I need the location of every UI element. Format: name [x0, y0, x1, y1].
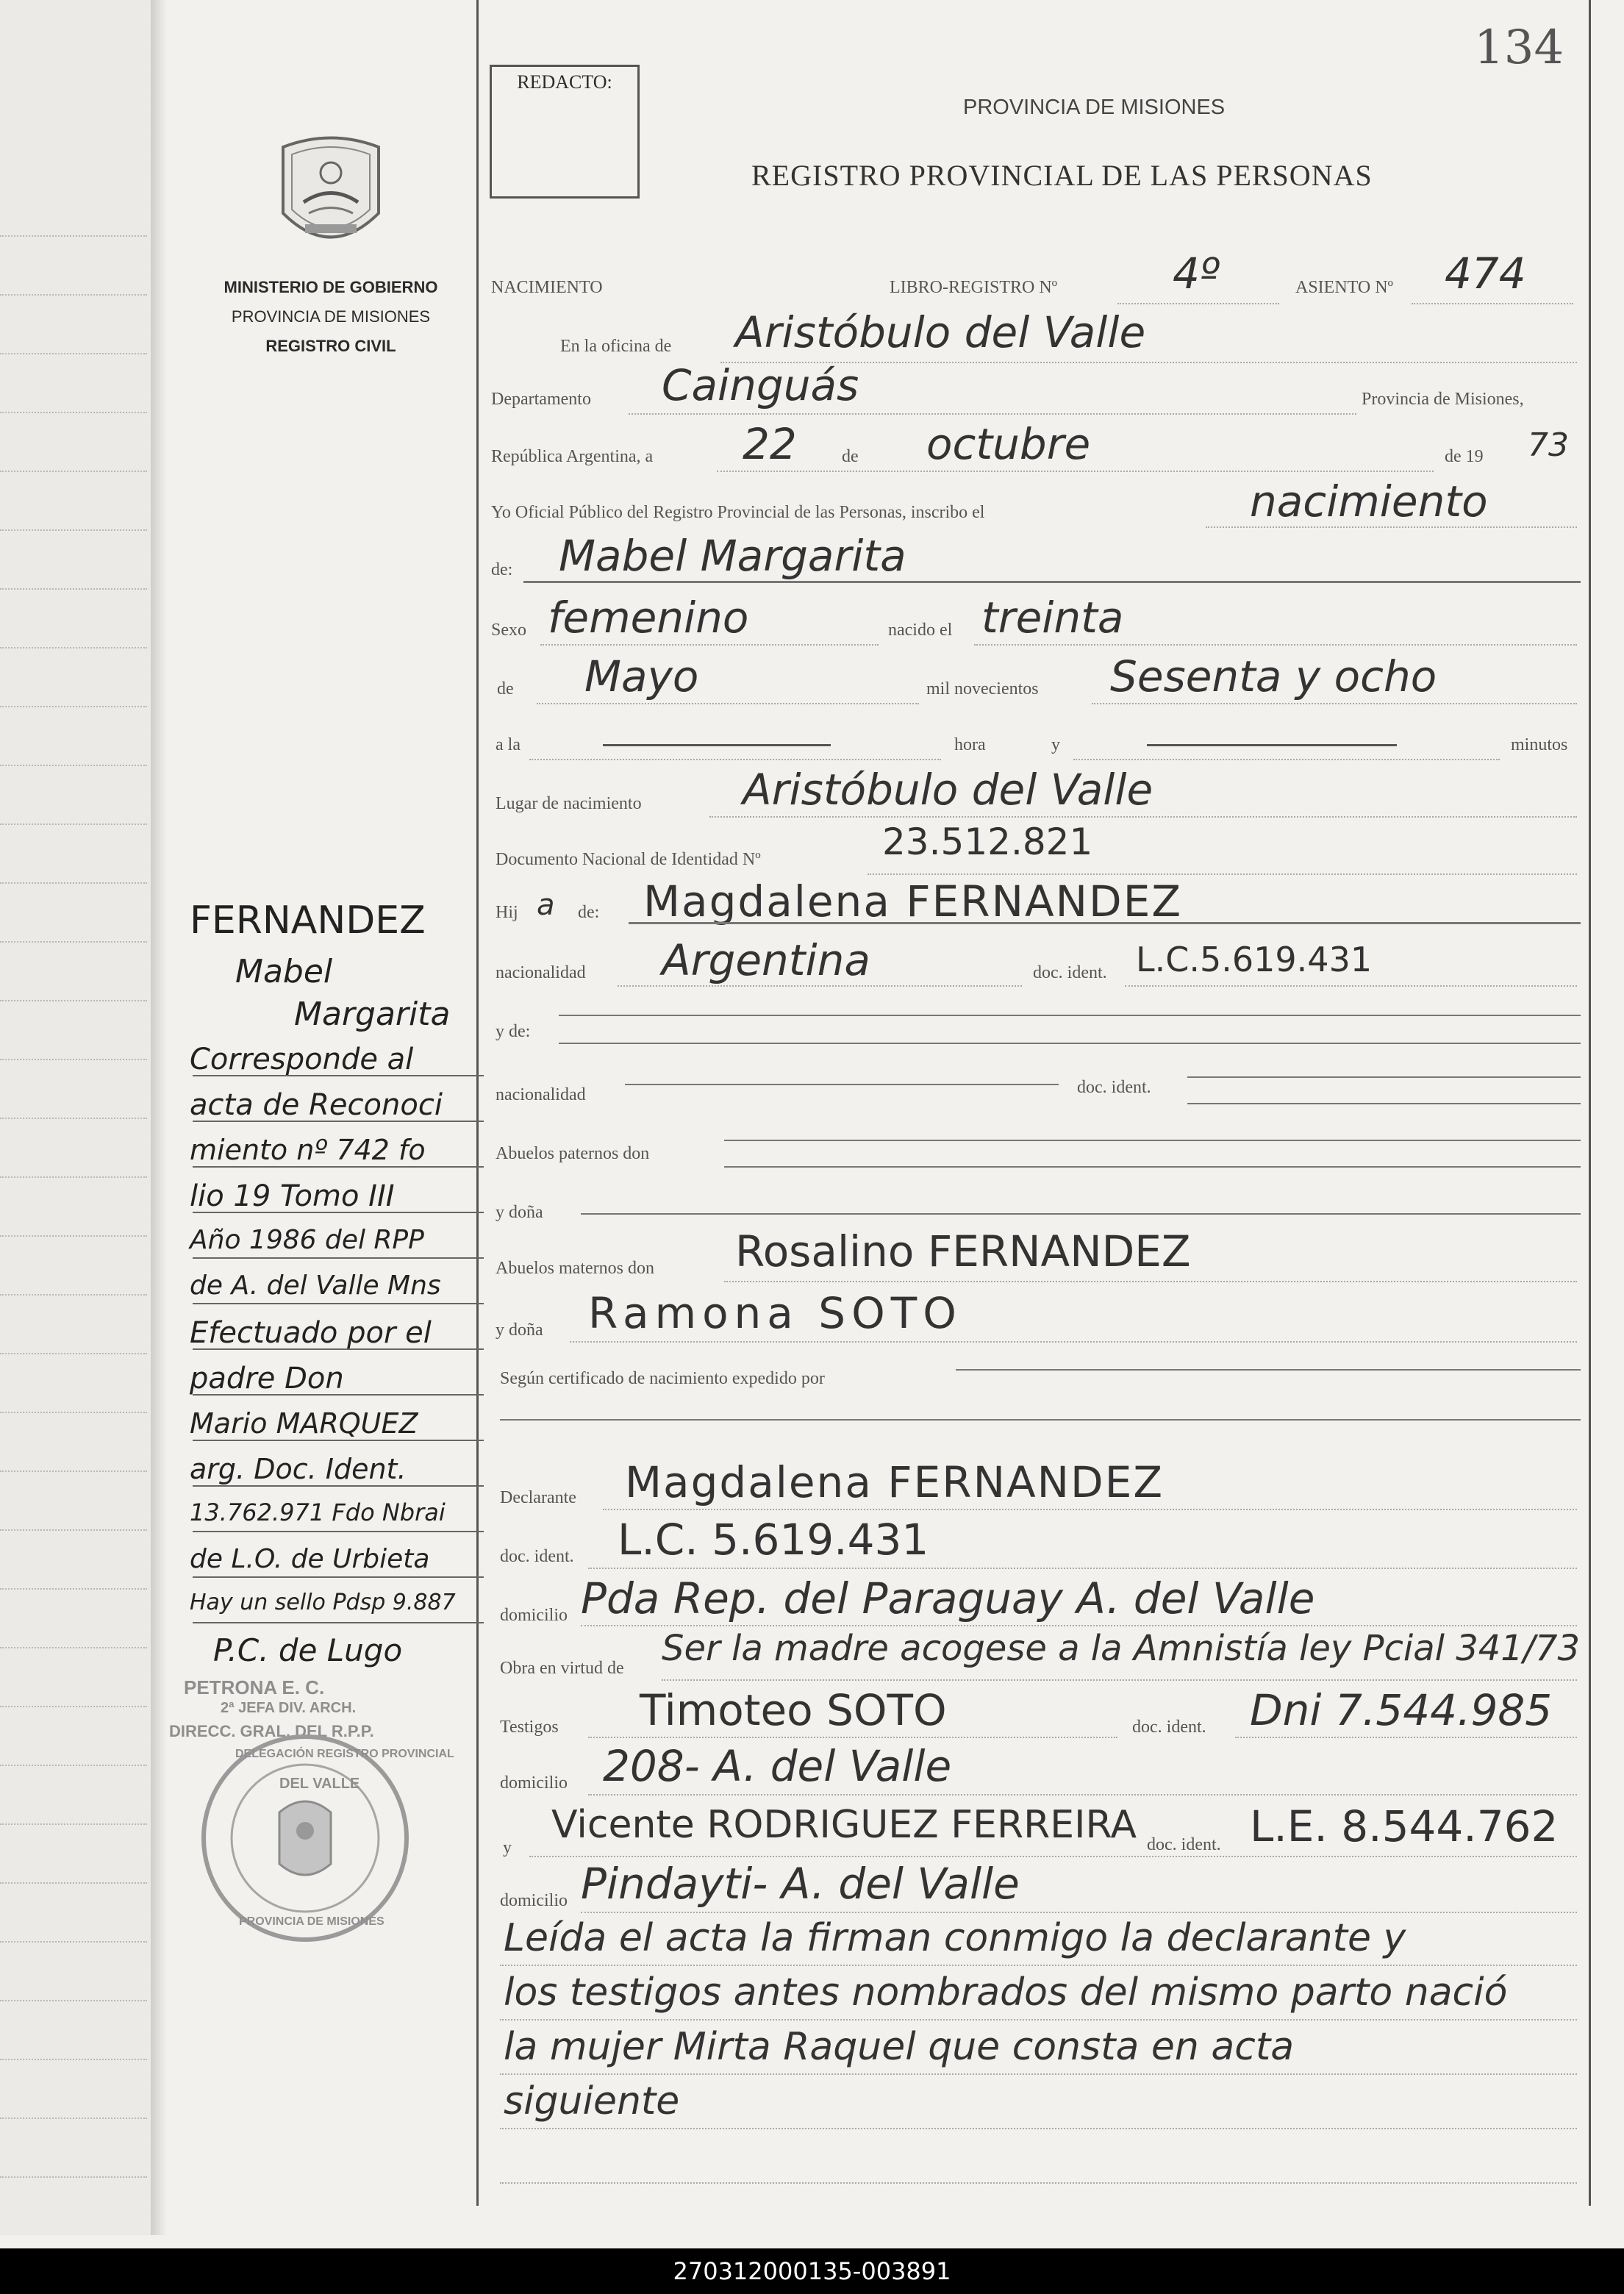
left-facing-page — [0, 0, 152, 2235]
mes-value: octubre — [926, 419, 1091, 469]
annotation-line: padre Don — [190, 1362, 344, 1396]
oficina-label: En la oficina de — [560, 337, 672, 356]
annotation-line: acta de Reconoci — [190, 1088, 443, 1122]
anio-value: 73 — [1528, 426, 1569, 464]
dni-label: Documento Nacional de Identidad Nº — [496, 850, 761, 869]
annotation-line: Mario MARQUEZ — [190, 1407, 418, 1440]
y-dona-label: y doña — [496, 1203, 543, 1222]
y-de-label: y de: — [496, 1022, 531, 1041]
mes-nac-value: Mayo — [584, 651, 699, 701]
annotation-line: lio 19 Tomo III — [190, 1179, 395, 1213]
dia-value: 22 — [743, 419, 797, 469]
decl-doc-label: doc. ident. — [500, 1547, 574, 1566]
t2-doc-value: L.E. 8.544.762 — [1250, 1801, 1559, 1851]
registry-circular-stamp — [198, 1732, 454, 1945]
annotation-line: Margarita — [294, 996, 451, 1033]
annotation-line: Hay un sello Pdsp 9.887 — [190, 1590, 456, 1615]
hijo-label: Hij — [496, 903, 518, 922]
segun-label: Según certificado de nacimiento expedido por — [500, 1369, 825, 1388]
domicilio-label: domicilio — [500, 1606, 568, 1625]
coat-of-arms-emblem — [276, 132, 386, 257]
header-registry: REGISTRO PROVINCIAL DE LAS PERSONAS — [751, 159, 1373, 192]
lugar-value: Aristóbulo del Valle — [743, 765, 1153, 815]
nacionalidad-label: nacionalidad — [496, 963, 586, 982]
redacto-box — [490, 65, 640, 199]
anio-label: de 19 — [1445, 447, 1484, 466]
de2-label: de: — [491, 560, 513, 579]
hijo-de-label: de: — [578, 903, 600, 922]
closing-line-1: Leída el acta la firman conmigo la declarante y — [504, 1916, 1406, 1960]
ab-paternos-label: Abuelos paternos don — [496, 1144, 650, 1163]
oficial-label: Yo Oficial Público del Registro Provincial de las Personas, inscribo el — [491, 503, 985, 522]
annotation-title: FERNANDEZ — [190, 898, 426, 943]
ala-label: a la — [496, 735, 521, 754]
testigo2-value: Vicente RODRIGUEZ FERREIRA — [551, 1803, 1137, 1847]
annotation-line: de L.O. de Urbieta — [190, 1544, 430, 1574]
ministry-line3: REGISTRO CIVIL — [265, 337, 396, 355]
annotation-line: Mabel — [235, 953, 333, 990]
annotation-line: de A. del Valle Mns — [190, 1271, 441, 1301]
t2-dom-label: domicilio — [500, 1891, 568, 1910]
minutos-dash — [1147, 744, 1397, 746]
ministry-line1: MINISTERIO DE GOBIERNO — [223, 278, 438, 296]
ab-materna-value: Ramona SOTO — [588, 1288, 962, 1338]
declarante-label: Declarante — [500, 1488, 576, 1507]
decl-doc-value: L.C. 5.619.431 — [618, 1515, 929, 1565]
hijo-suffix: a — [537, 888, 555, 922]
annotation-line: Corresponde al — [190, 1043, 414, 1076]
nacido-label: nacido el — [888, 621, 953, 640]
dni-value: 23.512.821 — [882, 821, 1093, 863]
declarante-value: Magdalena FERNANDEZ — [625, 1457, 1165, 1507]
book-spine-shadow — [151, 0, 167, 2235]
annotation-line: miento nº 742 fo — [190, 1134, 426, 1166]
header-province: PROVINCIA DE MISIONES — [963, 96, 1226, 119]
mil-label: mil novecientos — [926, 679, 1039, 698]
t1-doc-label: doc. ident. — [1132, 1718, 1206, 1737]
madre-value: Magdalena FERNANDEZ — [643, 876, 1183, 926]
oficial-value: nacimiento — [1250, 476, 1488, 526]
archive-footer-bar — [0, 2248, 1624, 2294]
annotation-line: arg. Doc. Ident. — [190, 1453, 407, 1485]
de3-label: de — [497, 679, 514, 698]
ab-materno-value: Rosalino FERNANDEZ — [735, 1226, 1191, 1276]
departamento-label: Departamento — [491, 390, 591, 409]
annotation-line: Efectuado por el — [190, 1316, 432, 1350]
t1-doc-value: Dni 7.544.985 — [1250, 1685, 1553, 1735]
annotation-signature: P.C. de Lugo — [213, 1632, 403, 1668]
ministry-line2: PROVINCIA DE MISIONES — [231, 307, 431, 326]
docident2-label: doc. ident. — [1077, 1078, 1151, 1097]
departamento-value: Cainguás — [662, 360, 859, 410]
domicilio-value: Pda Rep. del Paraguay A. del Valle — [581, 1573, 1315, 1623]
lugar-label: Lugar de nacimiento — [496, 794, 642, 813]
stamp-circle-top: DELEGACIÓN REGISTRO PROVINCIAL — [235, 1748, 454, 1760]
obra-label: Obra en virtud de — [500, 1659, 624, 1678]
sexo-label: Sexo — [491, 621, 526, 640]
stamp-jefa: 2ª JEFA DIV. ARCH. — [221, 1700, 357, 1716]
republica-label: República Argentina, a — [491, 447, 654, 466]
asiento-value: 474 — [1445, 249, 1526, 299]
closing-line-3: la mujer Mirta Raquel que consta en acta — [504, 2025, 1295, 2069]
docident-label: doc. ident. — [1033, 963, 1107, 982]
stamp-circle-mid: DEL VALLE — [279, 1776, 360, 1792]
archive-id: 270312000135-003891 — [673, 2257, 951, 2285]
t1-dom-label: domicilio — [500, 1773, 568, 1793]
nacionalidad-value: Argentina — [662, 935, 870, 985]
closing-line-4: siguiente — [504, 2079, 680, 2123]
y-dona2-label: y doña — [496, 1321, 543, 1340]
redacto-label: REDACTO: — [517, 71, 612, 93]
t2-doc-label: doc. ident. — [1147, 1835, 1221, 1854]
obra-value: Ser la madre acogese a la Amnistía ley Pcial 341/73 — [662, 1628, 1581, 1669]
testigos-label: Testigos — [500, 1718, 559, 1737]
libro-value: 4º — [1173, 249, 1220, 299]
stamp-circle-bottom: PROVINCIA DE MISIONES — [239, 1915, 384, 1928]
mil-value: Sesenta y ocho — [1110, 651, 1437, 701]
hora-dash — [603, 744, 831, 746]
sexo-value: femenino — [548, 593, 749, 643]
testigo1-value: Timoteo SOTO — [640, 1685, 947, 1735]
nombre-value: Mabel Margarita — [559, 531, 906, 581]
nacido-value: treinta — [981, 593, 1124, 643]
libro-label: LIBRO-REGISTRO Nº — [890, 278, 1058, 297]
oficina-value: Aristóbulo del Valle — [735, 307, 1146, 357]
asiento-label: ASIENTO Nº — [1295, 278, 1393, 297]
provincia-label: Provincia de Misiones, — [1362, 390, 1524, 409]
t2-dom-value: Pindayti- A. del Valle — [581, 1859, 1020, 1909]
annotation-line: 13.762.971 Fdo Nbrai — [190, 1498, 446, 1526]
nacionalidad2-label: nacionalidad — [496, 1085, 586, 1104]
madre-doc-value: L.C.5.619.431 — [1136, 940, 1373, 979]
y2-label: y — [503, 1838, 512, 1857]
minutos-label: minutos — [1511, 735, 1568, 754]
t1-dom-value: 208- A. del Valle — [603, 1741, 952, 1791]
page-number: 134 — [1474, 21, 1564, 75]
stamp-direcc: DIRECC. GRAL. DEL R.P.P. — [169, 1722, 374, 1740]
hora-label: hora — [954, 735, 986, 754]
ab-maternos-label: Abuelos maternos don — [496, 1259, 654, 1278]
y-label: y — [1051, 735, 1060, 754]
stamp-petrona: PETRONA E. C. — [184, 1676, 325, 1698]
closing-line-2: los testigos antes nombrados del mismo parto nació — [504, 1970, 1508, 2015]
de-label: de — [842, 447, 859, 466]
annotation-line: Año 1986 del RPP — [190, 1225, 424, 1255]
nacimiento-label: NACIMIENTO — [491, 278, 603, 297]
